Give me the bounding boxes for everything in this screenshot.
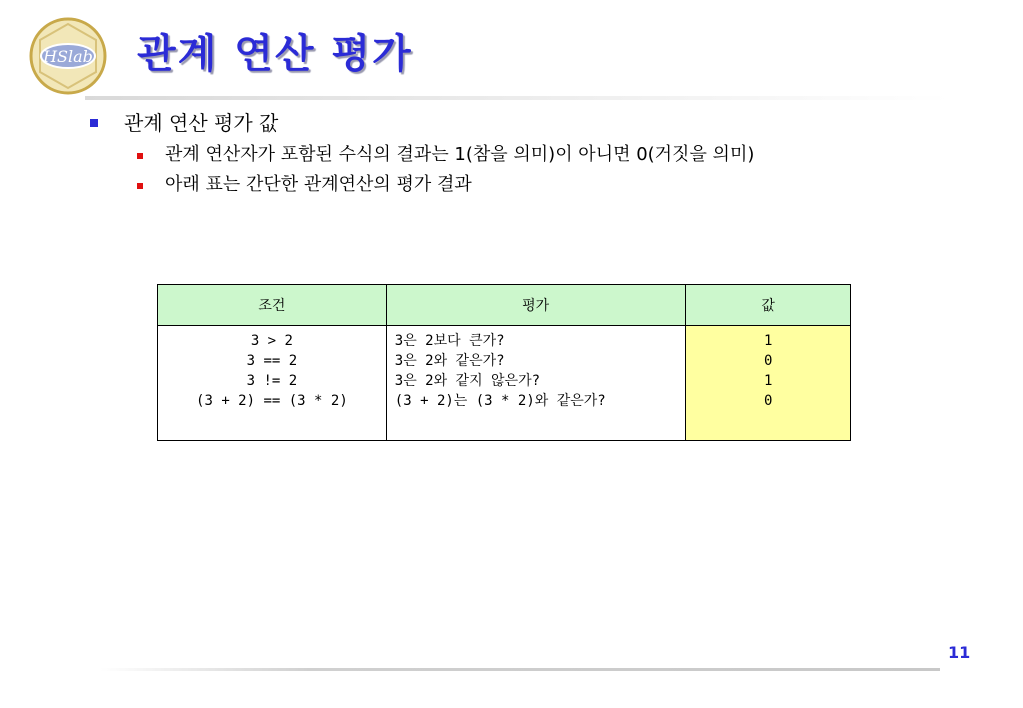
value-cell xyxy=(686,326,851,441)
bullet-sub-2-text: 아래 표는 간단한 관계연산의 평가 결과 xyxy=(165,174,472,195)
page-number: 11 xyxy=(948,643,971,662)
bullet-sub-2 xyxy=(90,172,890,198)
table-header-row xyxy=(158,285,851,326)
condition-cell xyxy=(158,326,387,441)
evaluation-1: 3은 2보다 큰가? xyxy=(394,333,505,349)
bullet-sub-1-text: 관계 연산자가 포함된 수식의 결과는 1(참을 의미)이 아니면 0(거짓을 의미) xyxy=(165,144,755,165)
value-1: 1 xyxy=(763,333,773,349)
table-row xyxy=(158,326,851,441)
header-condition: 조건 xyxy=(158,285,387,326)
condition-4: (3 + 2) == (3 * 2) xyxy=(196,393,348,409)
relational-eval-table xyxy=(157,284,851,441)
value-3: 1 xyxy=(763,373,773,389)
bullet-sub-1 xyxy=(90,142,890,168)
title-divider xyxy=(85,96,950,100)
slide-title: 관계 연산 평가 xyxy=(137,30,413,77)
value-4: 0 xyxy=(763,393,773,409)
evaluation-3: 3은 2와 같지 않은가? xyxy=(394,373,541,389)
evaluation-4: (3 + 2)는 (3 * 2)와 같은가? xyxy=(394,393,606,409)
bullet-main xyxy=(90,108,890,138)
bullet-square-red-icon xyxy=(137,183,143,189)
evaluation-2: 3은 2와 같은가? xyxy=(394,353,505,369)
footer-divider xyxy=(100,668,940,671)
value-2: 0 xyxy=(763,353,773,369)
bullet-main-text: 관계 연산 평가 값 xyxy=(124,111,279,135)
logo-text: HSlab xyxy=(43,47,93,66)
bullet-square-red-icon xyxy=(137,153,143,159)
condition-1: 3 > 2 xyxy=(250,333,293,349)
bullet-square-blue-icon xyxy=(90,119,98,127)
hslab-logo xyxy=(28,16,108,96)
evaluation-cell xyxy=(386,326,686,441)
header-evaluation: 평가 xyxy=(386,285,686,326)
header-value: 값 xyxy=(686,285,851,326)
condition-3: 3 != 2 xyxy=(246,373,298,389)
condition-2: 3 == 2 xyxy=(246,353,298,369)
bullet-list xyxy=(90,108,890,198)
